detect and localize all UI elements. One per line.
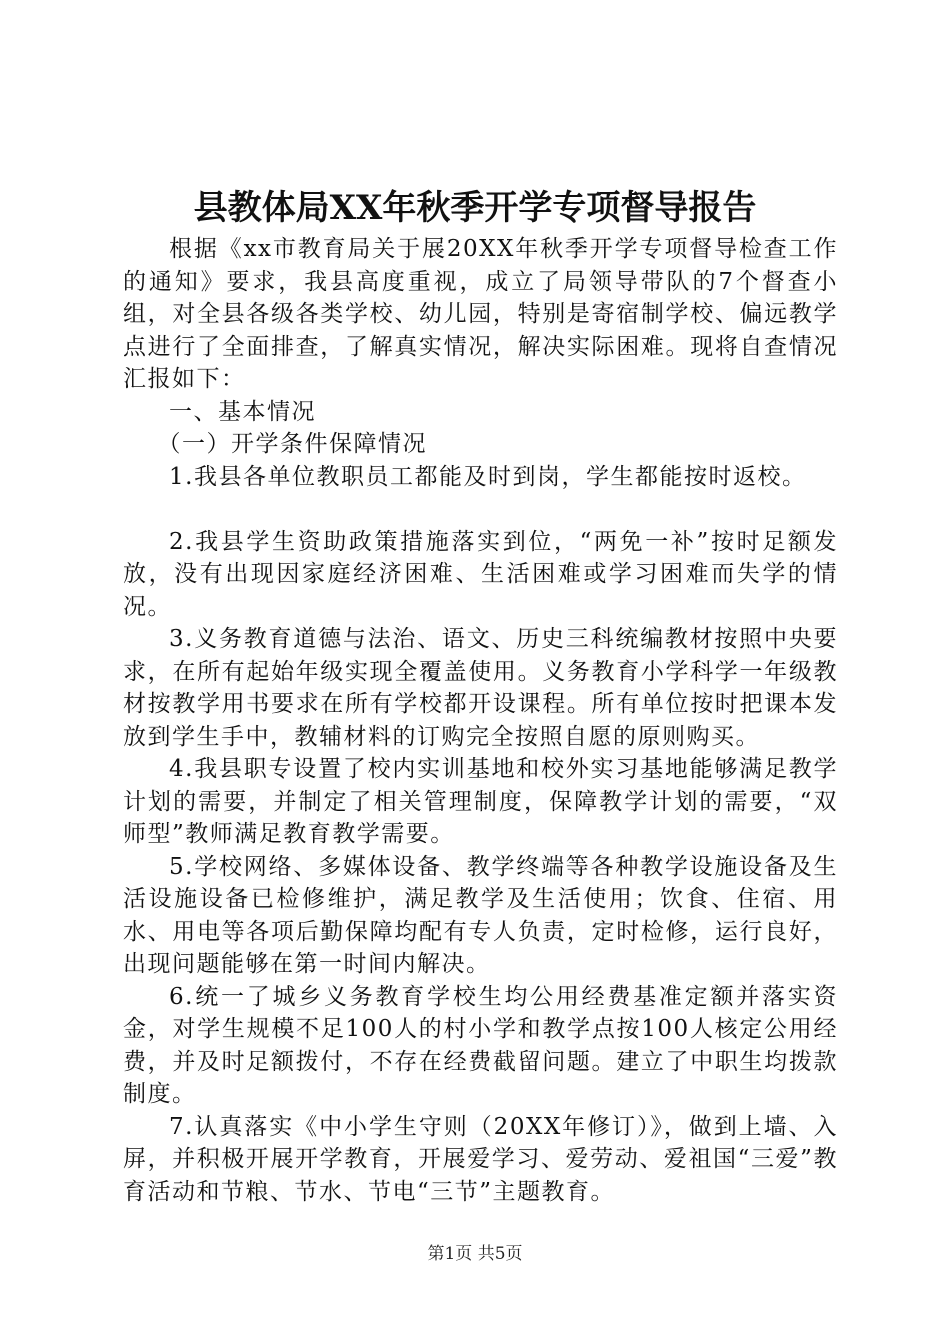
list-item-2: 2.我县学生资助政策措施落实到位，“两免一补”按时足额发放，没有出现因家庭经济困难、生活困难或学习困难而失学的情况。 [123,528,838,620]
paragraph-gap [123,493,838,526]
list-item-7: 7.认真落实《中小学生守则（20XX年修订）》，做到上墙、入屏，并积极开展开学教育，开展爱学习、爱劳动、爱祖国“三爱”教育活动和节粮、节水、节电“三节”主题教育。 [123,1113,838,1205]
list-item-6: 6.统一了城乡义务教育学校生均公用经费基准定额并落实资金，对学生规模不足100人的村小学和教学点按100人核定公用经费，并及时足额拨付，不存在经费截留问题。建立了中职生均拨款制度。 [123,983,838,1107]
list-item-5: 5.学校网络、多媒体设备、教学终端等各种教学设施设备及生活设施设备已检修维护，满足教学及生活使用；饮食、住宿、用水、用电等各项后勤保障均配有专人负责，定时检修，运行良好，出现问题能够在第一时间内解决。 [123,853,838,977]
intro-paragraph: 根据《xx市教育局关于展20XX年秋季开学专项督导检查工作的通知》要求，我县高度重视，成立了局领导带队的7个督查小组，对全县各级各类学校、幼儿园，特别是寄宿制学校、偏远教学点进行了全面排查，了解真实情况，解决实际困难。现将自查情况汇报如下： [123,236,838,392]
section-heading: 一、基本情况 [169,398,316,425]
list-item-1: 1.我县各单位教职员工都能及时到岗，学生都能按时返校。 [169,463,807,490]
document-title: 县教体局XX年秋季开学专项督导报告 [193,188,757,228]
list-item-3: 3.义务教育道德与法治、语文、历史三科统编教材按照中央要求，在所有起始年级实现全覆盖使用。义务教育小学科学一年级教材按教学用书要求在所有学校都开设课程。所有单位按时把课本发放到学生手中，教辅材料的订购完全按照自愿的原则购买。 [123,626,838,750]
list-item-4: 4.我县职专设置了校内实训基地和校外实习基地能够满足教学计划的需要，并制定了相关管理制度，保障教学计划的需要，“双师型”教师满足教育教学需要。 [123,756,838,847]
document-body [123,233,838,1208]
page-footer: 第1页 共5页 [427,1244,523,1264]
subsection-heading: （一）开学条件保障情况 [157,431,427,457]
